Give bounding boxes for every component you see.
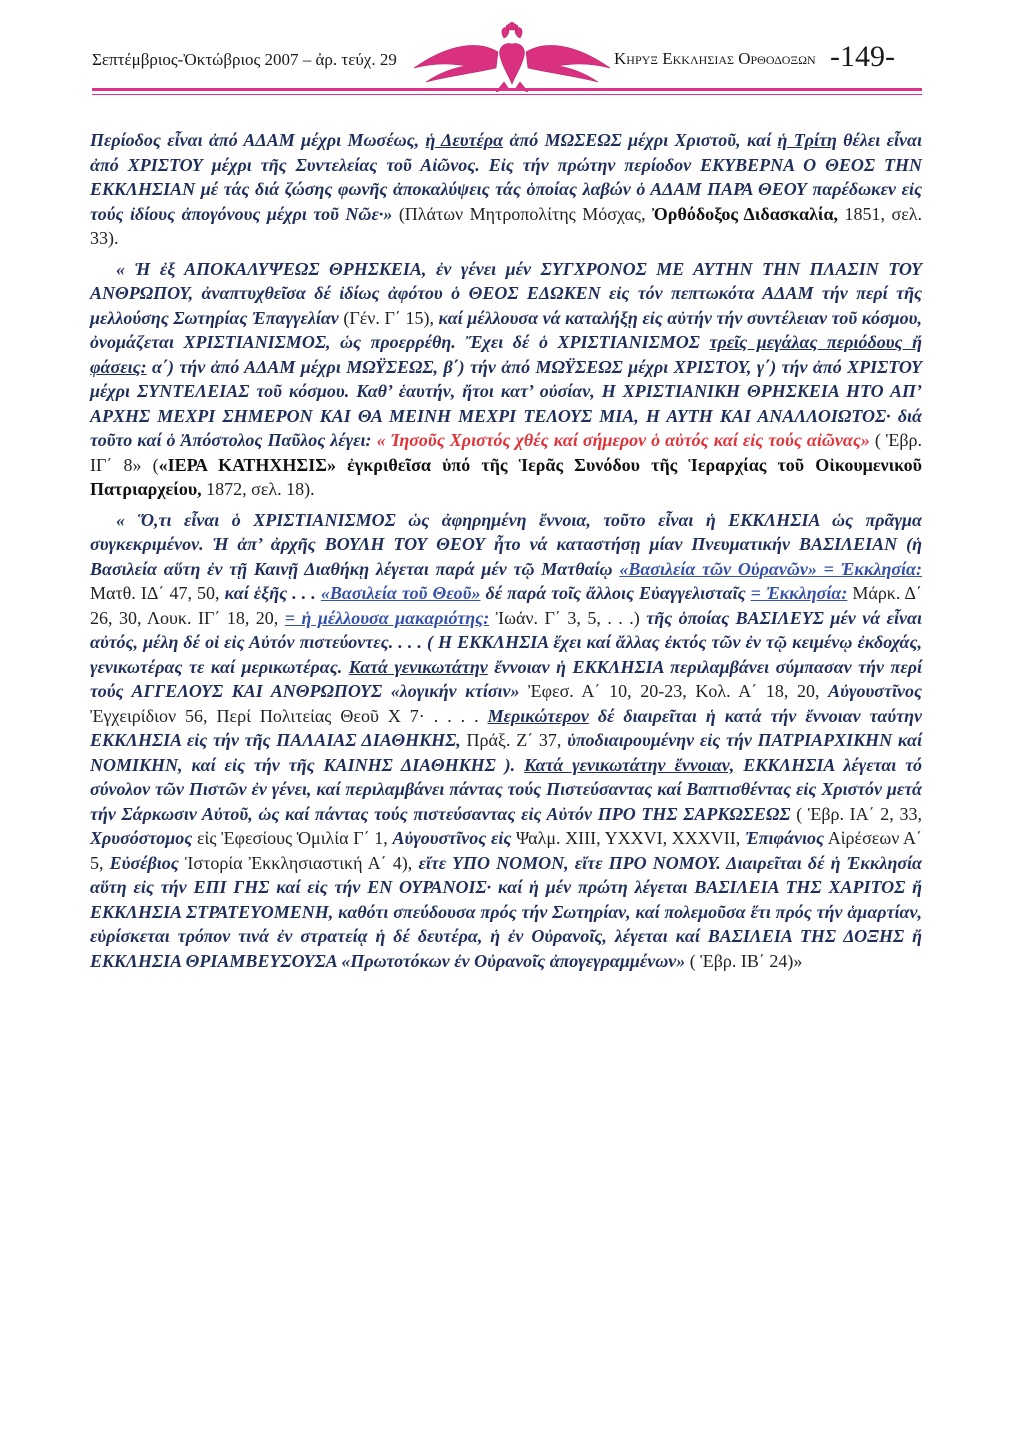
text-run: Ἐπιφάνιος: [744, 828, 825, 848]
publication-title: Κηρυξ Εκκλησιασ Ορθοδοξων: [614, 49, 816, 68]
text-run: ( Ἑβρ. ΙΒ΄ 24)»: [685, 950, 803, 971]
text-run: ἡ Δευτέρα: [425, 130, 504, 150]
text-run: Κατά γενικωτάτην ἔννοιαν,: [524, 754, 735, 775]
text-run: = ἡ μέλλουσα μακαριότης:: [284, 607, 490, 628]
text-run: καί μέλλουσα νά καταλήξῃ εἰς αὐτήν τήν συντέλειαν τοῦ κόσμου, ὀνομάζεται ΧΡΙΣΤΙΑΝΙΣΜΟΣ, ὡς προερρέθη. Ἔχει δέ ὁ ΧΡΙΣΤΙΑΝΙΣΜΟΣ: [90, 307, 922, 352]
text-run: ΕΚΚΛΗΣΙΑ λέγεται τό σύνολον τῶν Πιστῶν ἐν γένει, καί περιλαμβάνει πάντας τούς Πιστεύσαντας καί Βαπτισθέντας εἰς Χριστόν μετά τήν Σάρκωσιν Αὐτοῦ, ὡς καί πάντας τούς πιστεύσαντας εἰς Αὐτόν ΠΡΟ ΤΗΣ ΣΑΡΚΩΣΕΩΣ: [90, 754, 922, 824]
paragraph-3: [90, 508, 922, 974]
book-title: «ΙΕΡΑ ΚΑΤΗΧΗΣΙΣ» ἐγκριθεῖσα ὑπό τῆς Ἱερᾶς Συνόδου τῆς Ἱεραρχίας τοῦ Οἰκουμενικοῦ Πατριαρχείου,: [90, 454, 922, 499]
page-header: [0, 0, 1010, 110]
text-run: 1851, σελ. 33).: [90, 203, 922, 248]
article-body: [90, 128, 922, 979]
text-run: Ἐγχειρίδιον 56, Περί Πολιτείας Θεοῦ Χ 7· . . . .: [90, 705, 488, 726]
text-run: « Ὅ,τι εἶναι ὁ ΧΡΙΣΤΙΑΝΙΣΜΟΣ ὡς ἀφηρημένη ἔννοια, τοῦτο εἶναι ἡ ΕΚΚΛΗΣΙΑ ὡς πρᾶγμα συγκεκριμένον. Ἡ ἀπ’ ἀρχῆς ΒΟΥΛΗ ΤΟΥ ΘΕΟΥ ἦτο νά καταστήσῃ μίαν Πνευματικήν ΒΑΣΙΛΕΙΑΝ (ἡ Βασιλεία αὕτη ἐν τῇ Καινῇ Διαθήκῃ λέγεται παρά μέν τῷ Ματθαίῳ: [90, 509, 922, 579]
text-run: ( Ἑβρ. ΙΑ΄ 2, 33,: [790, 803, 922, 824]
text-run: θέλει εἶναι ἀπό ΧΡΙΣΤΟΥ μέχρι τῆς Συντελείας τοῦ Αἰῶνος. Εἰς τήν πρώτην περίοδον ΕΚΥΒΕΡΝΑ Ο ΘΕΟΣ ΤΗΝ ΕΚΚΛΗΣΙΑΝ μέ τάς διά ζώσης φωνῆς ἀποκαλύψεις τάς ὁποίας λαβών ὁ ΑΔΑΜ ΠΑΡΑ ΘΕΟΥ παρέδωκεν εἰς τούς ἰδίους ἀπογόνους μέχρι τοῦ Νῶε·»: [90, 130, 922, 224]
text-run: α΄) τήν ἀπό ΑΔΑΜ μέχρι ΜΩΫΣΕΩΣ, β΄) τήν ἀπό ΜΩΫΣΕΩΣ μέχρι ΧΡΙΣΤΟΥ, γ΄) τήν ἀπό ΧΡΙΣΤΟΥ μέχρι ΣΥΝΤΕΛΕΙΑΣ τοῦ κόσμου. Καθ’ ἑαυτήν, ἤτοι κατ’ οὐσίαν, Η ΧΡΙΣΤΙΑΝΙΚΗ ΘΡΗΣΚΕΙΑ ΗΤΟ ΑΠ’ ΑΡΧΗΣ ΜΕΧΡΙ ΣΗΜΕΡΟΝ ΚΑΙ ΘΑ ΜΕΙΝΗ ΜΕΧΡΙ ΤΕΛΟΥΣ ΜΙΑ, Η ΑΥΤΗ ΚΑΙ ΑΝΑΛΛΟΙΩΤΟΣ· διά τοῦτο καί ὁ Ἀπόστολος Παῦλος λέγει:: [90, 356, 922, 450]
text-run: Ἰωάν. Γ΄ 3, 5, . . .): [489, 607, 647, 628]
text-run: 1872, σελ. 18).: [201, 479, 315, 499]
text-run: Αὐγουστῖνος εἰς: [392, 828, 512, 848]
text-run: δέ παρά τοῖς ἄλλοις Εὐαγγελισταῖς: [480, 583, 751, 603]
text-run: Ψαλμ. ΧΙΙΙ, ΥΧΧVΙ, ΧΧΧVΙΙ,: [511, 828, 745, 848]
paragraph-2: [90, 257, 922, 502]
text-run: τρεῖς μεγάλας περιόδους ἤ φάσεις:: [90, 332, 922, 377]
text-run: ἡ Τρίτη: [777, 130, 837, 150]
text-run: δέ διαιρεῖται ἡ κατά τήν ἔννοιαν ταύτην ΕΚΚΛΗΣΙΑ εἰς τήν τῆς ΠΑΛΑΙΑΣ ΔΙΑΘΗΚΗΣ,: [90, 705, 922, 750]
text-run: Εὐσέβιος: [109, 852, 179, 873]
text-run: (Γέν. Γ΄ 15),: [338, 307, 439, 328]
text-run: « Ἡ ἐξ ΑΠΟΚΑΛΥΨΕΩΣ ΘΡΗΣΚΕΙΑ, ἐν γένει μέν ΣΥΓΧΡΟΝΟΣ ΜΕ ΑΥΤΗΝ ΤΗΝ ΠΛΑΣΙΝ ΤΟΥ ΑΝΘΡΩΠΟΥ, ἀναπτυχθεῖσα δέ ἰδίως ἀφότου ὁ ΘΕΟΣ ΕΔΩΚΕΝ εἰς τόν πεπτωκότα ΑΔΑΜ τήν περί τῆς μελλούσης Σωτηρίας Ἐπαγγελίαν: [90, 258, 922, 328]
text-run: Ἱστορία Ἐκκλησιαστική Α΄ 4),: [178, 852, 419, 873]
text-run: ὑποδιαιρουμένην εἰς τήν ΠΑΤΡΙΑΡΧΙΚΗΝ καί ΝΟΜΙΚΗΝ, καί εἰς τήν τῆς ΚΑΙΝΗΣ ΔΙΑΘΗΚΗΣ ).: [90, 730, 922, 775]
page-number: -149-: [830, 40, 895, 73]
text-run: ἔννοιαν ἡ ΕΚΚΛΗΣΙΑ περιλαμβάνει σύμπασαν τήν περί τούς ΑΓΓΕΛΟΥΣ ΚΑΙ ΑΝΘΡΩΠΟΥΣ «λογικήν κτίσιν»: [90, 656, 923, 701]
text-run: Χρυσόστομος: [90, 828, 193, 848]
header-rule-thin: [92, 94, 922, 95]
text-run: = Ἐκκλησία:: [750, 583, 848, 603]
double-headed-eagle-icon: [408, 22, 616, 92]
text-run: καί ἑξῆς . . .: [224, 583, 321, 603]
scripture-quote: « Ἰησοῦς Χριστός χθές καί σήμερον ὁ αὐτός καί εἰς τούς αἰῶνας»: [376, 430, 870, 450]
text-run: Κατά γενικωτάτην: [348, 656, 488, 677]
text-run: Ἐφεσ. Α΄ 10, 20-23, Κολ. Α΄ 18, 20,: [519, 681, 829, 701]
text-run: ( Ἑβρ. ΙΓ΄ 8» (: [90, 430, 923, 475]
text-run: Περίοδος εἶναι ἀπό ΑΔΑΜ μέχρι Μωσέως,: [90, 130, 426, 150]
text-run: Αἱρέσεων Α΄ 5,: [90, 828, 923, 873]
text-run: Αὐγουστῖνος: [828, 681, 922, 701]
text-run: ἀπό ΜΩΣΕΩΣ μέχρι Χριστοῦ, καί: [503, 130, 778, 150]
text-run: «Βασιλεία τοῦ Θεοῦ»: [320, 583, 481, 603]
book-title: Ὀρθόδοξος Διδασκαλία,: [652, 203, 839, 224]
issue-info: Σεπτέμβριος-Ὀκτώβριος 2007 – ἀρ. τεύχ. 29: [92, 50, 397, 69]
paragraph-1: [90, 128, 922, 251]
text-run: (Πλάτων Μητροπολίτης Μόσχας,: [392, 203, 653, 224]
text-run: Μάρκ. Δ΄ 26, 30, Λουκ. ΙΓ΄ 18, 20,: [90, 583, 922, 628]
text-run: Μερικώτερον: [487, 705, 589, 726]
header-rule-thick: [92, 88, 922, 91]
text-run: «Βασιλεία τῶν Οὐρανῶν» = Ἐκκλησία:: [619, 558, 923, 579]
text-run: εἴτε ΥΠΟ ΝΟΜΟΝ, εἴτε ΠΡΟ ΝΟΜΟΥ. Διαιρεῖται δέ ἡ Ἐκκλησία αὕτη εἰς τήν ΕΠΙ ΓΗΣ καί εἰς τήν ΕΝ ΟΥΡΑΝΟΙΣ· καί ἡ μέν πρώτη λέγεται ΒΑΣΙΛΕΙΑ ΤΗΣ ΧΑΡΙΤΟΣ ἤ ΕΚΚΛΗΣΙΑ ΣΤΡΑΤΕΥΟΜΕΝΗ, καθότι σπεύδουσα πρός τήν Σωτηρίαν, καί πολεμοῦσα ἔτι πρός τήν ἁμαρτίαν, εὑρίσκεται τρόπον τινά ἐν στρατείᾳ ἡ δέ δευτέρα, ἡ ἐν Οὐρανοῖς, λέγεται καί ΒΑΣΙΛΕΙΑ ΤΗΣ ΔΟΞΗΣ ἤ ΕΚΚΛΗΣΙΑ ΘΡΙΑΜΒΕΥΣΟΥΣΑ «Πρωτοτόκων ἐν Οὐρανοῖς ἀπογεγραμμένων»: [90, 852, 923, 971]
text-run: Ματθ. ΙΔ΄ 47, 50,: [90, 583, 225, 603]
text-run: εἰς Ἐφεσίους Ὁμιλία Γ΄ 1,: [192, 828, 393, 848]
text-run: τῆς ὁποίας ΒΑΣΙΛΕΥΣ μέν νά εἶναι αὐτός, μέλη δέ οἱ εἰς Αὐτόν πιστεύοντες. . . . ( Η ΕΚΚΛΗΣΙΑ ἔχει καί ἄλλας ἐκτός τῶν ἐν τῷ κειμένῳ ἐκδοχάς, γενικωτέρας τε καί μερικωτέρας.: [90, 607, 923, 677]
text-run: Πράξ. Ζ΄ 37,: [460, 730, 568, 750]
